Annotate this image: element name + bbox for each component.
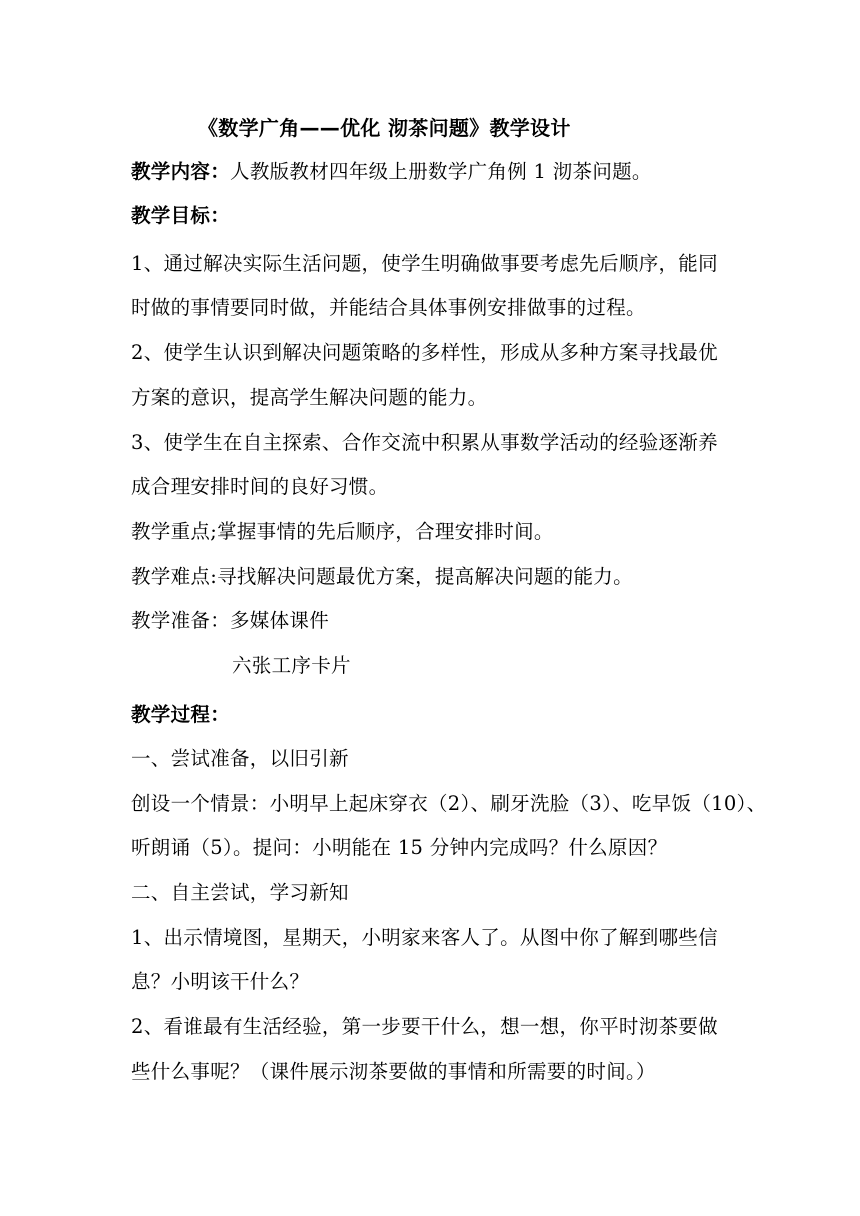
preparation-line-2: 六张工序卡片 bbox=[232, 654, 351, 677]
objective-2-line-2: 方案的意识，提高学生解决问题的能力。 bbox=[131, 386, 488, 409]
preparation-line-1: 教学准备：多媒体课件 bbox=[131, 609, 330, 632]
teaching-content-text: 人教版教材四年级上册数学广角例 1 沏茶问题。 bbox=[230, 160, 652, 183]
objectives-heading: 教学目标： bbox=[131, 204, 231, 227]
section-2-item-2-line-2: 些什么事呢？（课件展示沏茶要做的事情和所需要的时间。） bbox=[131, 1060, 656, 1083]
section-2-item-1-line-2: 息？小明该干什么？ bbox=[131, 970, 310, 993]
objective-3-line-2: 成合理安排时间的良好习惯。 bbox=[131, 475, 389, 498]
section-2-heading: 二、自主尝试，学习新知 bbox=[131, 881, 349, 904]
document-title: 《数学广角——优化 沏茶问题》教学设计 bbox=[198, 116, 571, 140]
section-2-item-2-line-1: 2、看谁最有生活经验，第一步要干什么，想一想，你平时沏茶要做 bbox=[131, 1015, 718, 1038]
teaching-content-line bbox=[131, 159, 652, 185]
section-1-heading: 一、尝试准备，以旧引新 bbox=[131, 747, 349, 770]
objective-3-line-1: 3、使学生在自主探索、合作交流中积累从事数学活动的经验逐渐养 bbox=[131, 431, 718, 454]
key-point-line: 教学重点;掌握事情的先后顺序，合理安排时间。 bbox=[131, 520, 554, 543]
section-2-item-1-line-1: 1、出示情境图，星期天，小明家来客人了。从图中你了解到哪些信 bbox=[131, 926, 718, 949]
section-1-line-2: 听朗诵（5）。提问：小明能在 15 分钟内完成吗？什么原因？ bbox=[131, 836, 668, 859]
objective-2-line-1: 2、使学生认识到解决问题策略的多样性，形成从多种方案寻找最优 bbox=[131, 341, 718, 364]
objective-1-line-2: 时做的事情要同时做，并能结合具体事例安排做事的过程。 bbox=[131, 296, 646, 319]
process-heading: 教学过程： bbox=[131, 703, 231, 726]
teaching-content-label: 教学内容： bbox=[131, 160, 231, 183]
section-1-line-1: 创设一个情景：小明早上起床穿衣（2）、刷牙洗脸（3）、吃早饭（10）、 bbox=[131, 792, 767, 815]
objective-1-line-1: 1、通过解决实际生活问题，使学生明确做事要考虑先后顺序，能同 bbox=[131, 252, 718, 275]
difficult-point-line: 教学难点:寻找解决问题最优方案，提高解决问题的能力。 bbox=[131, 565, 633, 588]
